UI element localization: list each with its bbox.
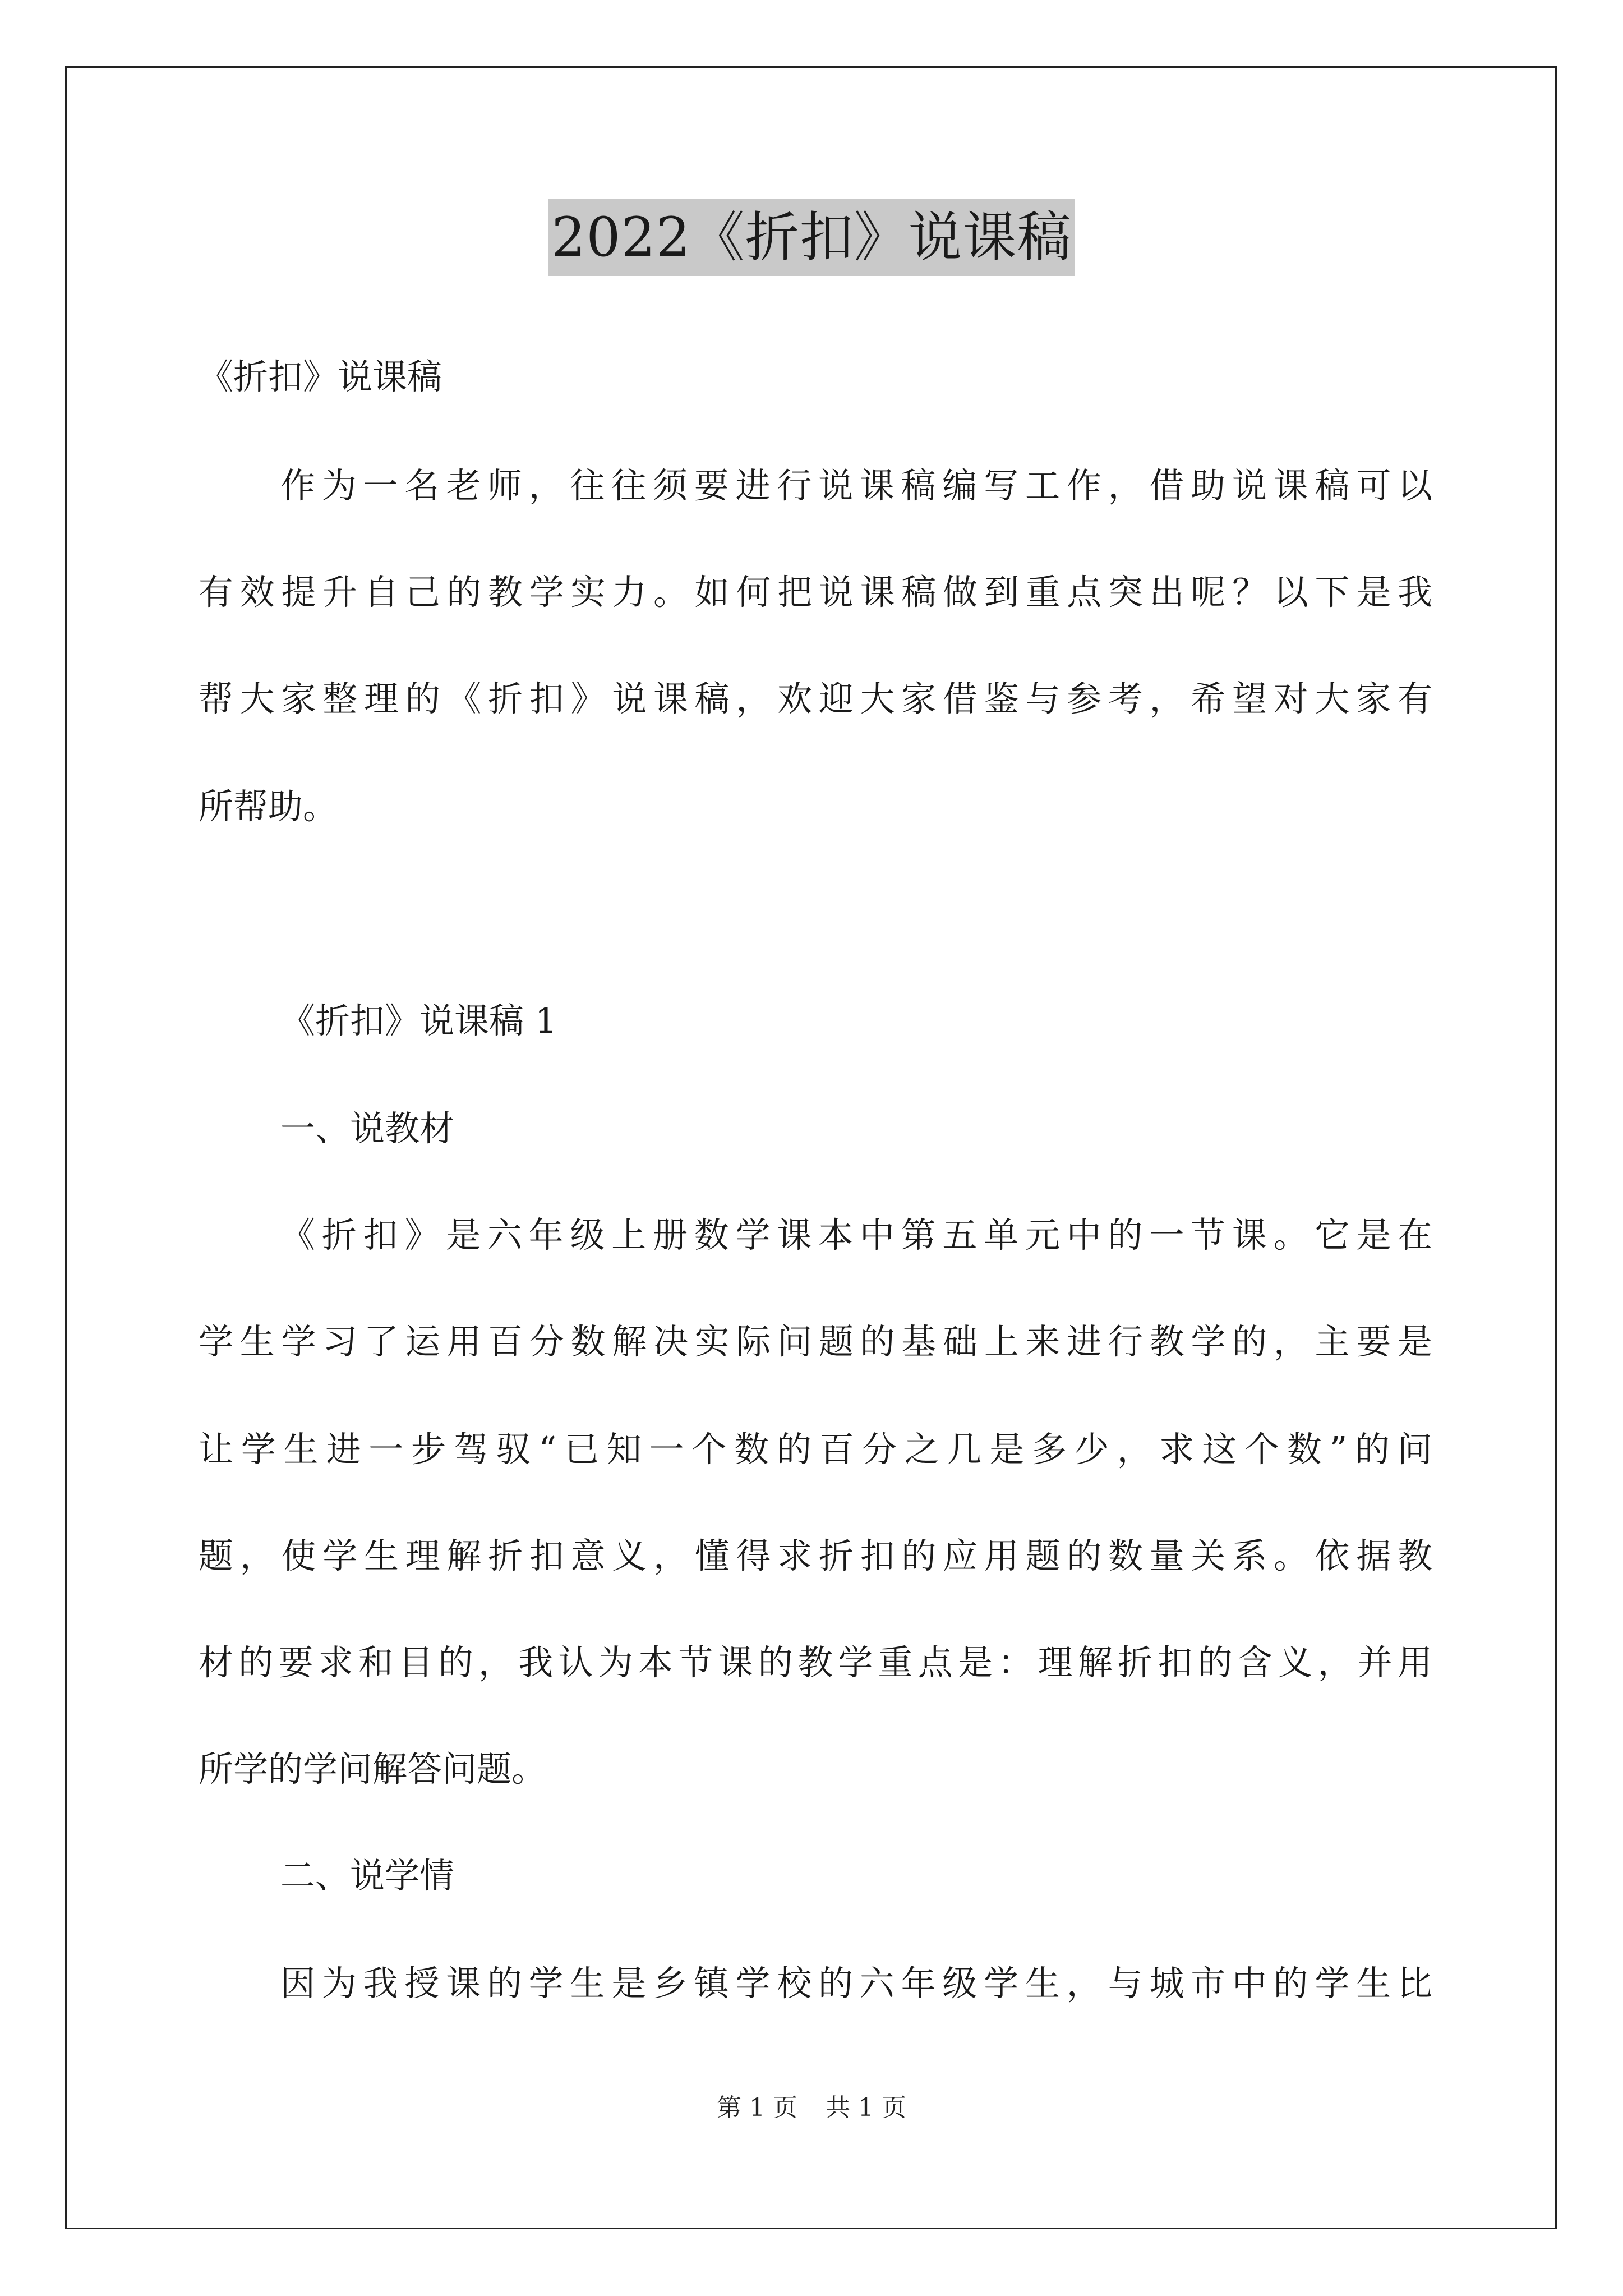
page-number: 第 1 页 bbox=[717, 2093, 797, 2122]
section-title: 《折扣》说课稿 1 bbox=[280, 1000, 557, 1041]
heading-student-situation: 二、说学情 bbox=[280, 1855, 455, 1896]
page-footer bbox=[0, 2091, 1623, 2125]
page-total: 共 1 页 bbox=[826, 2093, 906, 2122]
body-paragraph-line: 材的要求和目的，我认为本节课的教学重点是：理解折扣的含义，并用 bbox=[199, 1642, 1432, 1683]
body-paragraph-line: 《折扣》是六年级上册数学课本中第五单元中的一节课。它是在 bbox=[280, 1214, 1432, 1255]
body-paragraph-line: 所学的学问解答问题。 bbox=[199, 1749, 547, 1789]
title-container bbox=[0, 199, 1623, 276]
document-title: 2022《折扣》说课稿 bbox=[548, 199, 1075, 276]
intro-line: 作为一名老师，往往须要进行说课稿编写工作，借助说课稿可以 bbox=[280, 465, 1432, 506]
intro-line: 帮大家整理的《折扣》说课稿，欢迎大家借鉴与参考，希望对大家有 bbox=[199, 678, 1432, 719]
intro-line: 所帮助。 bbox=[199, 786, 338, 827]
body-paragraph-line: 题，使学生理解折扣意义，懂得求折扣的应用题的数量关系。依据教 bbox=[199, 1535, 1432, 1576]
body-paragraph-line: 让学生进一步驾驭“已知一个数的百分之几是多少，求这个数”的问 bbox=[199, 1429, 1432, 1470]
intro-line: 有效提升自己的教学实力。如何把说课稿做到重点突出呢？以下是我 bbox=[199, 572, 1432, 613]
heading-teaching-material: 一、说教材 bbox=[280, 1108, 455, 1149]
subtitle: 《折扣》说课稿 bbox=[199, 356, 442, 397]
body-paragraph-line: 学生学习了运用百分数解决实际问题的基础上来进行教学的，主要是 bbox=[199, 1321, 1432, 1362]
body-paragraph-line: 因为我授课的学生是乡镇学校的六年级学生，与城市中的学生比 bbox=[280, 1963, 1432, 2004]
